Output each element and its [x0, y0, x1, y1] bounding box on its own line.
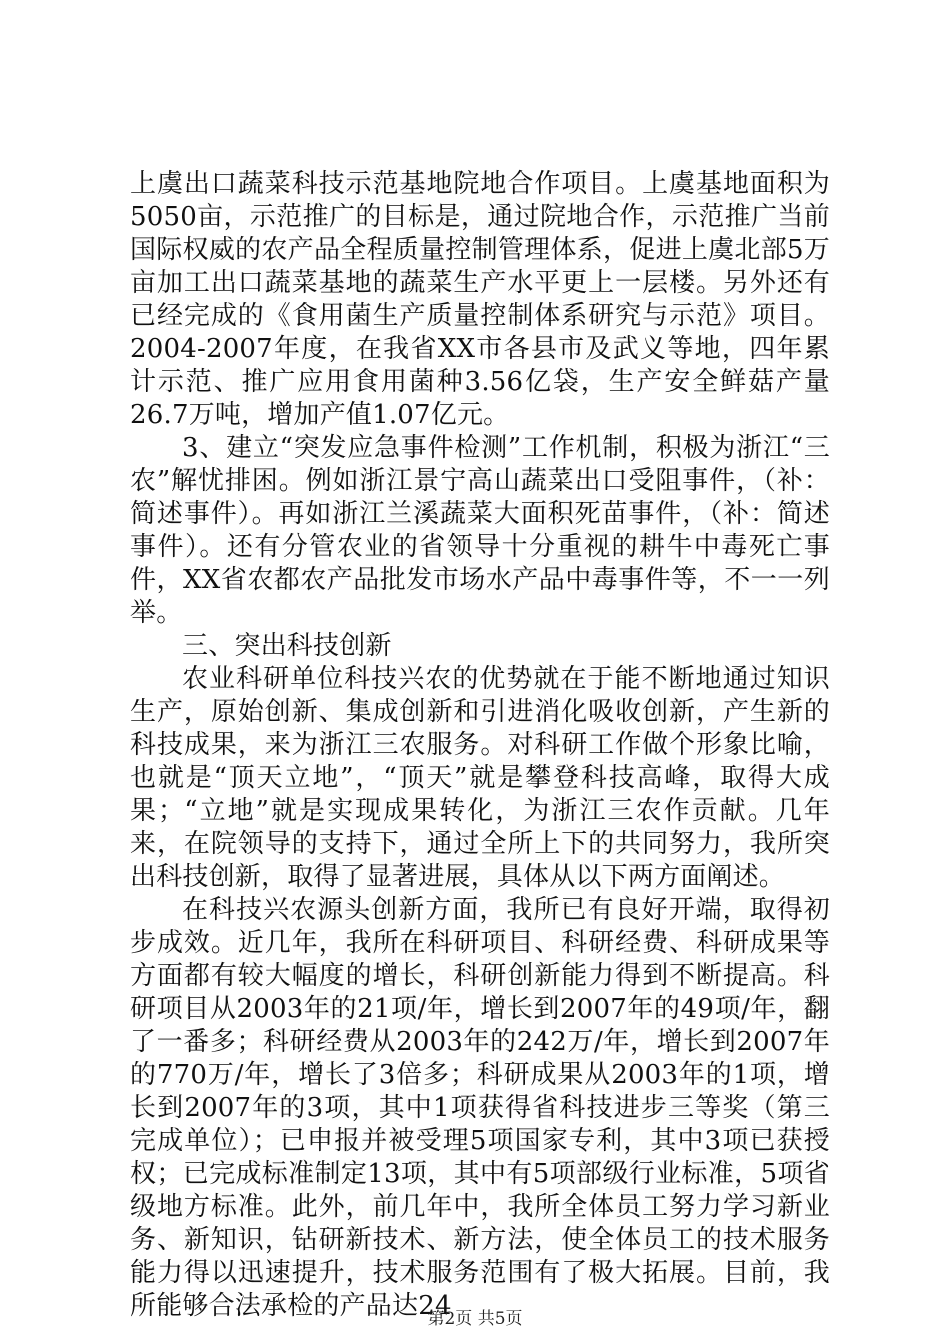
page-number-footer: 第2页 共5页 — [427, 1309, 523, 1329]
paragraph-base-project: 上虞出口蔬菜科技示范基地院地合作项目。上虞基地面积为5050亩，示范推广的目标是，通过院地合作，示范推广当前国际权威的农产品全程质量控制管理体系，促进上虞北部5万亩加工出口蔬菜基地的蔬菜生产水平更上一层楼。另外还有已经完成的《食用菌生产质量控制体系研究与示范》项目。2004-2007年度，在我省XX市各县市及武义等地，四年累计示范、推广应用食用菌种3.56亿袋，生产安全鲜菇产量26.7万吨，增加产值1.07亿元。 — [130, 169, 830, 430]
paragraph-emergency-mechanism: 3、建立“突发应急事件检测”工作机制，积极为浙江“三农”解忧排困。例如浙江景宁高山蔬菜出口受阻事件，（补：简述事件）。再如浙江兰溪蔬菜大面积死苗事件，（补：简述事件）。还有分管农业的省领导十分重视的耕牛中毒死亡事件，XX省农都农产品批发市场水产品中毒事件等，不一一列举。 — [130, 433, 830, 628]
section-heading-innovation: 三、突出科技创新 — [182, 631, 392, 661]
paragraph-innovation-results: 在科技兴农源头创新方面，我所已有良好开端，取得初步成效。近几年，我所在科研项目、科研经费、科研成果等方面都有较大幅度的增长，科研创新能力得到不断提高。科研项目从2003年的21项/年，增长到2007年的49项/年，翻了一番多；科研经费从2003年的242万/年，增长到2007年的770万/年，增长了3倍多；科研成果从2003年的1项，增长到2007年的3项，其中1项获得省科技进步三等奖（第三完成单位）；已申报并被受理5项国家专利，其中3项已获授权；已完成标准制定13项，其中有5项部级行业标准，5项省级地方标准。此外，前几年中，我所全体员工努力学习新业务、新知识，钻研新技术、新方法，使全体员工的技术服务能力得以迅速提升，技术服务范围有了极大拓展。目前，我所能够合法承检的产品达24 — [130, 895, 830, 1321]
document-body — [130, 168, 830, 1323]
paragraph-innovation-intro: 农业科研单位科技兴农的优势就在于能不断地通过知识生产，原始创新、集成创新和引进消化吸收创新，产生新的科技成果，来为浙江三农服务。对科研工作做个形象比喻，也就是“顶天立地”，“顶天”就是攀登科技高峰，取得大成果；“立地”就是实现成果转化，为浙江三农作贡献。几年来，在院领导的支持下，通过全所上下的共同努力，我所突出科技创新，取得了显著进展，具体从以下两方面阐述。 — [130, 664, 830, 892]
